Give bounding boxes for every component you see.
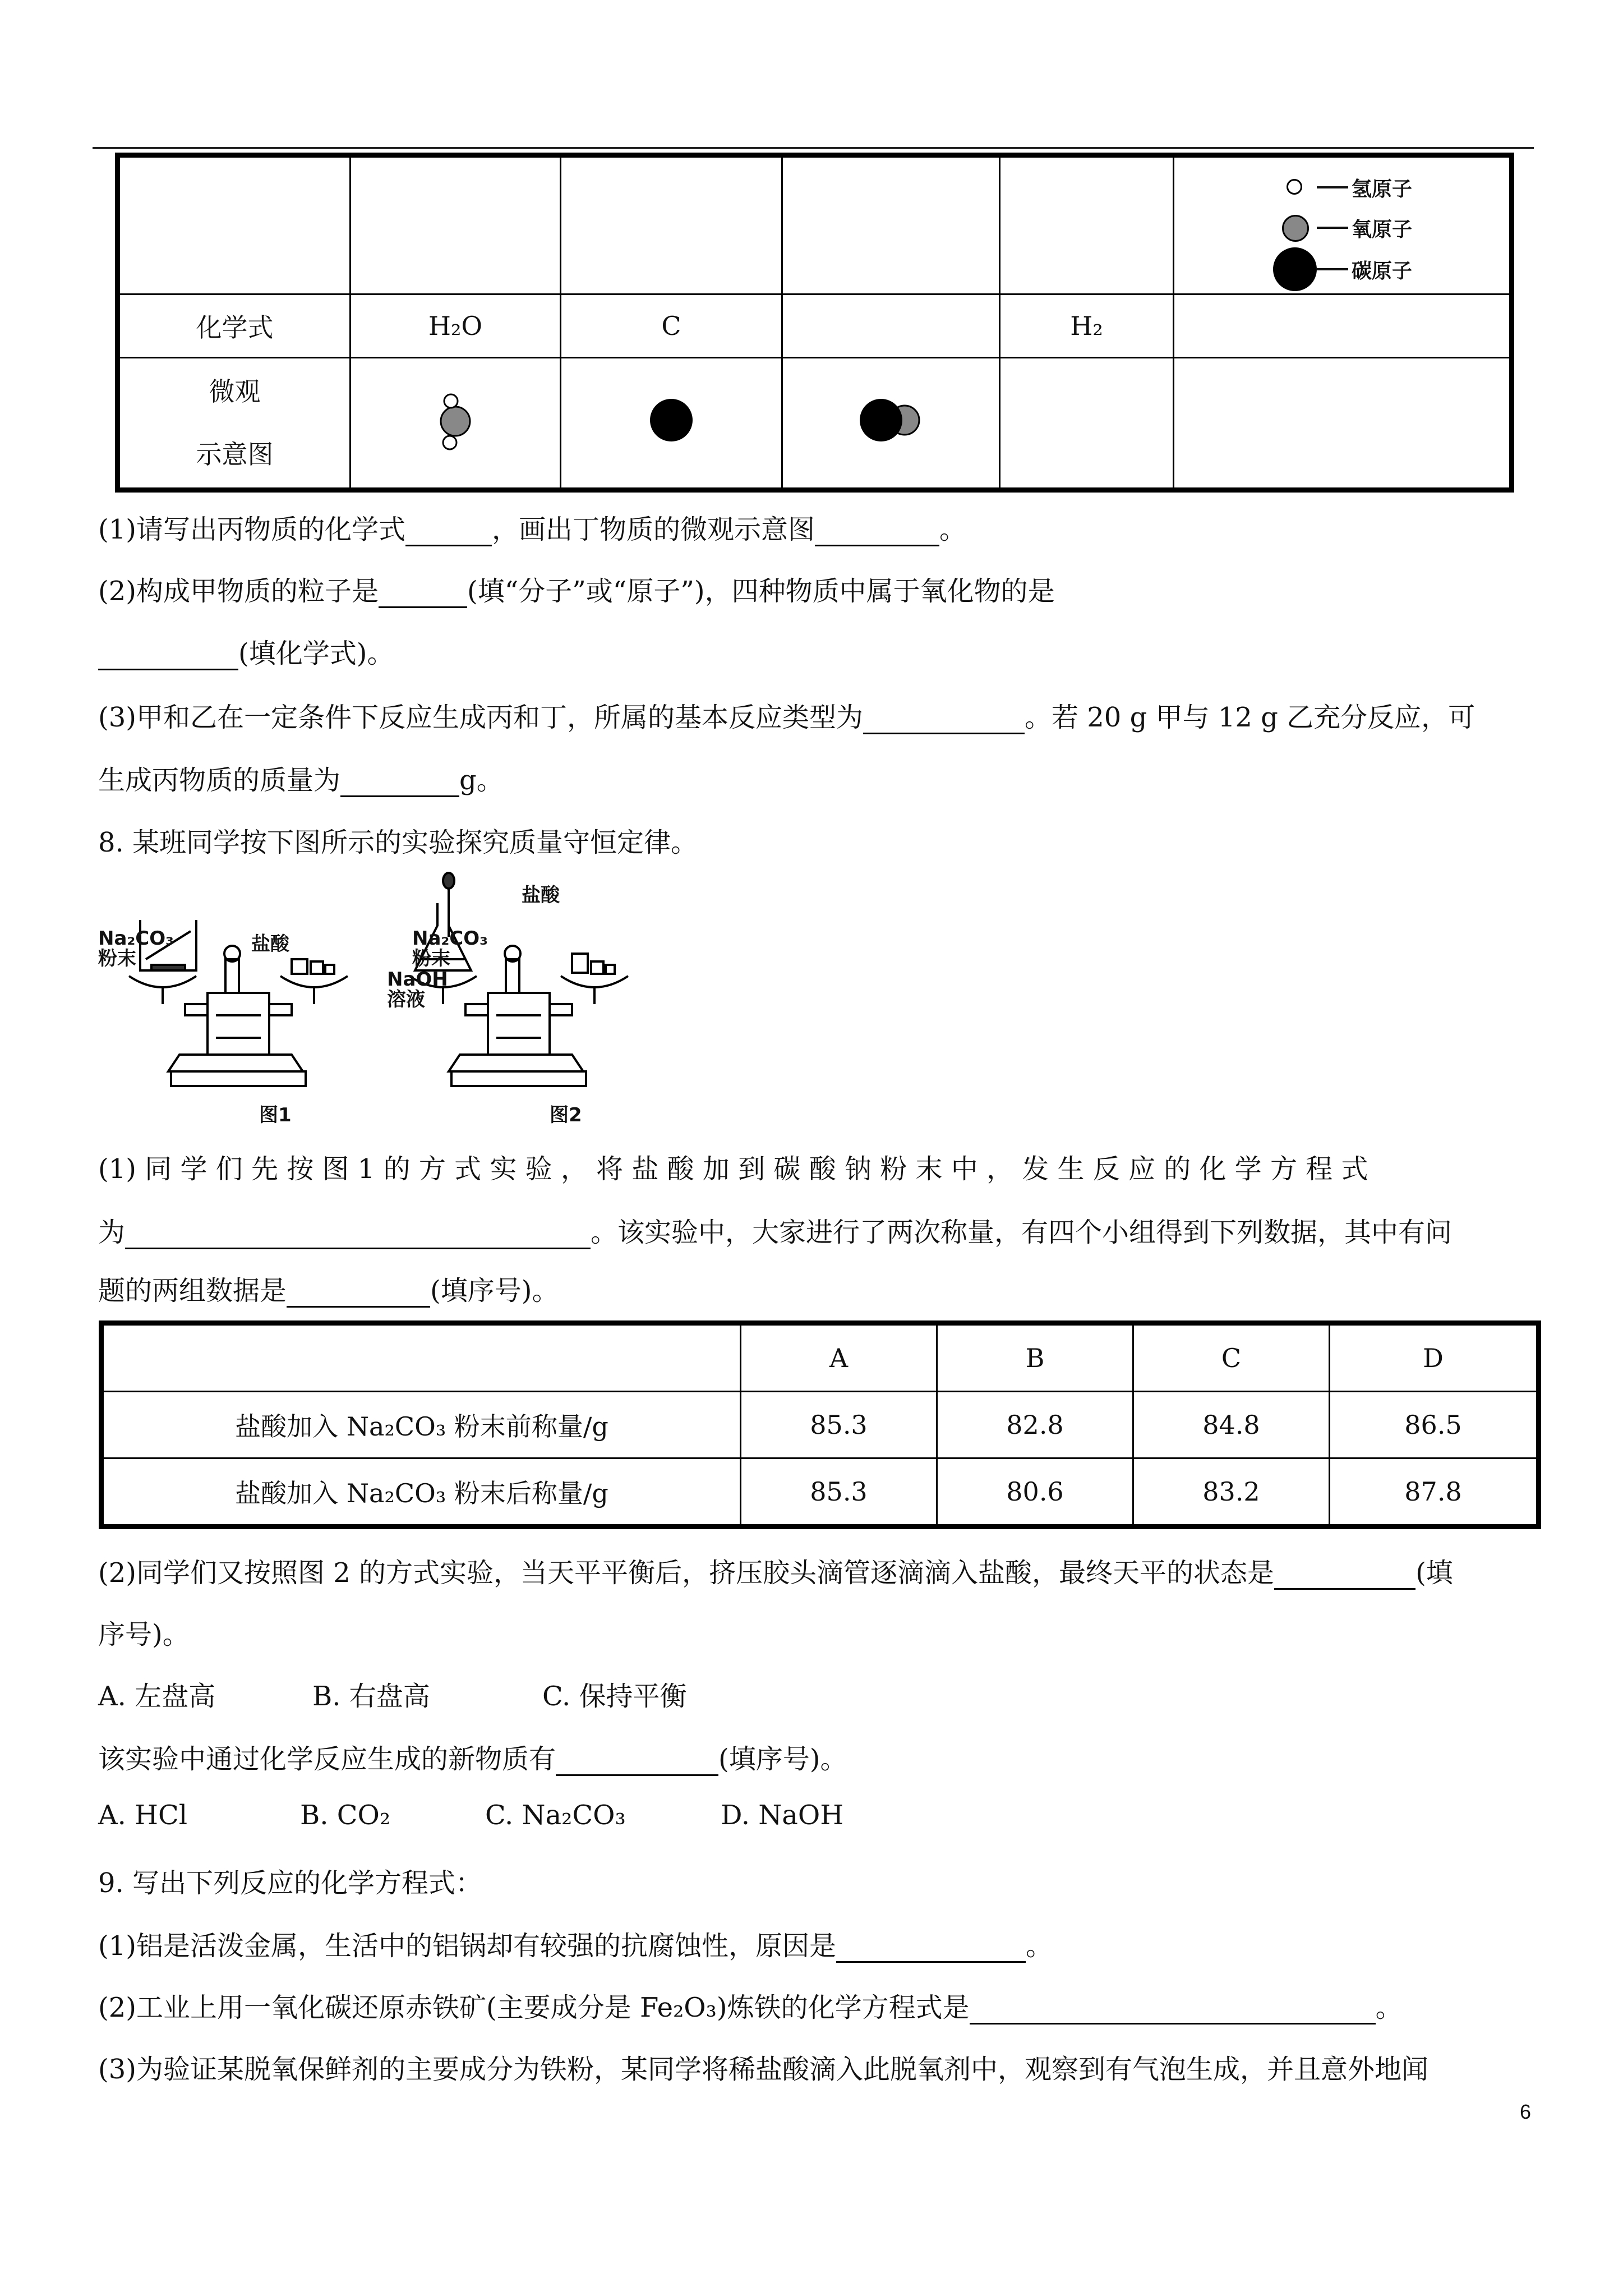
q7-p3-text-a: (3)甲和乙在一定条件下反应生成丙和丁，所属的基本反应类型为: [98, 702, 863, 733]
table-cell: 83.2: [1133, 1458, 1330, 1527]
micro-bing: [782, 358, 1000, 490]
table-cell: 87.8: [1330, 1458, 1539, 1527]
q8-part1: (1) 同 学 们 先 按 图 1 的 方 式 实 验 ， 将 盐 酸 加 到 碳 酸 钠 粉 末 中 ， 发 生 反 应 的 化 学 方 程 式: [98, 1153, 1368, 1185]
q8-part2-cont: 序号)。: [98, 1619, 190, 1650]
table-header: A: [741, 1323, 937, 1392]
option-c[interactable]: C. 保持平衡: [542, 1681, 687, 1712]
q9-part1: [98, 1924, 1053, 1963]
fig1-acid-label: 盐酸: [251, 933, 289, 955]
q8-part3: [98, 1737, 847, 1776]
q9-p1-text-b: 。: [1026, 1930, 1053, 1962]
q7-p1-text-b: ，画出丁物质的微观示意图: [492, 514, 815, 545]
answer-blank[interactable]: [379, 581, 467, 608]
q9-part2: [98, 1986, 1403, 2024]
q9-part3: (3)为验证某脱氧保鲜剂的主要成分为铁粉，某同学将稀盐酸滴入此脱氧剂中，观察到有气泡生成，并且意外地闻: [98, 2054, 1428, 2085]
q7-part3: [98, 696, 1475, 734]
q8-p2-text-b: (填: [1415, 1557, 1453, 1589]
answer-blank[interactable]: [98, 643, 238, 670]
table-header: C: [1133, 1323, 1330, 1392]
water-molecule-icon: [422, 381, 489, 459]
answer-blank[interactable]: [970, 1997, 1376, 2024]
option-c[interactable]: C. Na₂CO₃: [485, 1800, 626, 1831]
header-rule: [93, 147, 1534, 149]
table-header-empty: [102, 1323, 741, 1392]
hydrogen-atom-icon: [1287, 179, 1302, 195]
molecule-table: [115, 153, 1514, 493]
q7-p1-text-c: 。: [939, 514, 967, 545]
q9-p2-text-a: (2)工业上用一氧化碳还原赤铁矿(主要成分是 Fe₂O₃)炼铁的化学方程式是: [98, 1992, 970, 2023]
micro-header: [118, 358, 351, 490]
q8-p2-text-a: (2)同学们又按照图 2 的方式实验，当天平平衡后，挤压胶头滴管逐滴滴入盐酸，最终天平的状态是: [98, 1557, 1275, 1589]
table-row: [102, 1458, 1539, 1527]
table-header: D: [1330, 1323, 1539, 1392]
q7-part2: [98, 569, 1055, 608]
q8-title: 8. 某班同学按下图所示的实验探究质量守恒定律。: [98, 827, 698, 858]
answer-blank[interactable]: [1274, 1562, 1415, 1590]
q8-p1-text-b: 为: [98, 1217, 126, 1248]
option-b[interactable]: B. CO₂: [300, 1800, 391, 1831]
row-label: 盐酸加入 Na₂CO₃ 粉末前称量/g: [102, 1392, 741, 1458]
micro-jia: [351, 358, 561, 490]
fig2-label: 图2: [550, 1104, 582, 1126]
q8-p1-text-e: (填序号)。: [430, 1275, 559, 1306]
q7-p3-text-d: g。: [459, 765, 504, 796]
formula-header: 化学式: [118, 295, 351, 358]
answer-blank[interactable]: [340, 770, 459, 797]
q7-part2-cont: [98, 632, 394, 670]
oxygen-atom-icon: [1282, 215, 1309, 242]
fig2-naoh-formula: NaOH: [387, 968, 448, 991]
legend-label: 氧原子: [1352, 218, 1413, 241]
option-a[interactable]: A. HCl: [98, 1800, 188, 1831]
q8-options-1: [98, 1674, 687, 1713]
fig2-powder-word: 粉末: [412, 947, 450, 970]
q7-part3-cont: [98, 758, 504, 797]
table-cell: 80.6: [937, 1458, 1133, 1527]
header-cell-jia: [351, 155, 561, 295]
row-label: 盐酸加入 Na₂CO₃ 粉末后称量/g: [102, 1458, 741, 1527]
weighing-data-table: [99, 1320, 1541, 1529]
table-cell: 82.8: [937, 1392, 1133, 1458]
legend-row-oxygen: [1273, 206, 1412, 250]
q7-part1: [98, 508, 966, 546]
option-d[interactable]: D. NaOH: [721, 1800, 844, 1831]
option-b[interactable]: B. 右盘高: [312, 1681, 430, 1712]
answer-blank[interactable]: [836, 1935, 1026, 1963]
formula-yi: C: [561, 295, 782, 358]
table-cell: 85.3: [741, 1458, 937, 1527]
legend-row-carbon: [1273, 247, 1412, 291]
answer-blank[interactable]: [556, 1749, 718, 1776]
q8-p3-text-a: 该实验中通过化学反应生成的新物质有: [98, 1743, 556, 1775]
answer-blank[interactable]: [405, 519, 492, 546]
micro-header-line2: 示意图: [196, 439, 274, 470]
carbon-monoxide-molecule-icon: [846, 386, 936, 454]
answer-blank[interactable]: [815, 519, 939, 546]
q7-p2-text-c: (填化学式)。: [238, 638, 394, 669]
legend-label: 氢原子: [1352, 177, 1413, 201]
q9-p1-text-a: (1)铝是活泼金属，生活中的铝锅却有较强的抗腐蚀性，原因是: [98, 1930, 836, 1962]
header-cell-ding: [1000, 155, 1174, 295]
fig2-naoh-label: [387, 969, 448, 1010]
q7-p2-text-b: (填“分子”或“原子”)，四种物质中属于氧化物的是: [467, 576, 1055, 607]
legend-cell: [1174, 155, 1512, 295]
answer-blank[interactable]: [287, 1280, 430, 1308]
header-cell-bing: [782, 155, 1000, 295]
option-a[interactable]: A. 左盘高: [98, 1681, 216, 1712]
balance-figure: [95, 869, 673, 1105]
q7-p1-text-a: (1)请写出丙物质的化学式: [98, 514, 405, 545]
q8-p1-text-d: 题的两组数据是: [98, 1275, 287, 1306]
q8-options-2: [98, 1800, 843, 1831]
formula-jia: H₂O: [351, 295, 561, 358]
fig1-powder-formula: Na₂CO₃: [98, 927, 174, 950]
fig2-powder-label: [412, 928, 488, 969]
q8-p3-text-b: (填序号)。: [718, 1743, 847, 1775]
formula-bing: [782, 295, 1000, 358]
answer-blank[interactable]: [125, 1222, 591, 1249]
table-cell: 86.5: [1330, 1392, 1539, 1458]
q9-title: 9. 写出下列反应的化学方程式：: [98, 1867, 483, 1899]
micro-header-line1: 微观: [209, 376, 261, 407]
micro-empty: [1174, 358, 1512, 490]
page-number: 6: [1520, 2100, 1532, 2123]
q8-part1-cont2: [98, 1269, 559, 1308]
q7-p2-text-a: (2)构成甲物质的粒子是: [98, 576, 379, 607]
q9-p2-text-b: 。: [1375, 1992, 1403, 2023]
q8-p1-text-c: 。该实验中，大家进行了两次称量，有四个小组得到下列数据，其中有问: [591, 1217, 1453, 1248]
micro-yi: [561, 358, 782, 490]
fig1-powder-label: [98, 928, 174, 969]
q7-p3-text-c: 生成丙物质的质量为: [98, 765, 341, 796]
formula-ding: H₂: [1000, 295, 1174, 358]
table-row: [102, 1392, 1539, 1458]
carbon-atom-icon: [1273, 247, 1317, 291]
carbon-atom-model-icon: [638, 386, 705, 454]
q8-part1-cont: [98, 1211, 1452, 1249]
q7-p3-text-b: 。若 20 g 甲与 12 g 乙充分反应，可: [1025, 702, 1476, 733]
fig2-acid-label: 盐酸: [522, 884, 560, 907]
fig2-naoh-word: 溶液: [387, 988, 425, 1011]
header-empty-cell: [118, 155, 351, 295]
legend-label: 碳原子: [1352, 259, 1413, 283]
micro-ding: [1000, 358, 1174, 490]
table-cell: 84.8: [1133, 1392, 1330, 1458]
table-cell: 85.3: [741, 1392, 937, 1458]
formula-empty: [1174, 295, 1512, 358]
legend-row-hydrogen: [1273, 165, 1412, 209]
header-cell-yi: [561, 155, 782, 295]
answer-blank[interactable]: [863, 707, 1025, 734]
fig1-label: 图1: [259, 1104, 292, 1126]
table-header: B: [937, 1323, 1133, 1392]
q8-part2: [98, 1551, 1453, 1590]
fig2-powder-formula: Na₂CO₃: [412, 927, 488, 950]
fig1-powder-word: 粉末: [98, 947, 136, 970]
